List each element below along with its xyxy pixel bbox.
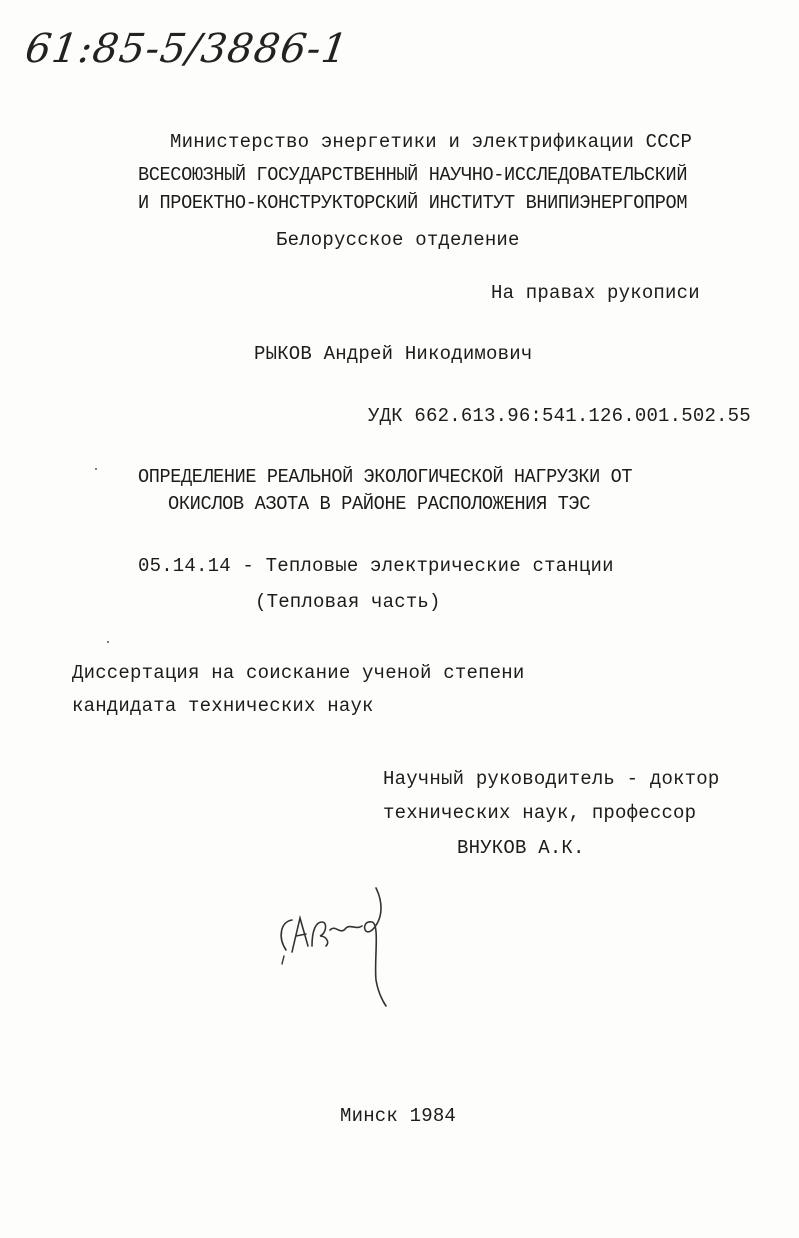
supervisor-line-1: Научный руководитель - доктор bbox=[383, 768, 720, 790]
author-name: РЫКОВ Андрей Никодимович bbox=[254, 343, 533, 365]
ministry-name: Министерство энергетики и электрификации СССР bbox=[170, 131, 693, 153]
institute-name-line-1: ВСЕСОЮЗНЫЙ ГОСУДАРСТВЕННЫЙ НАУЧНО-ИССЛЕДОВАТЕЛЬСКИЙ bbox=[138, 164, 688, 186]
dissertation-line-2: кандидата технических наук bbox=[72, 695, 374, 717]
supervisor-name: ВНУКОВ А.К. bbox=[457, 837, 585, 859]
udc-code: УДК 662.613.96:541.126.001.502.55 bbox=[368, 405, 751, 427]
scan-speck bbox=[95, 468, 97, 470]
specialty-part: (Тепловая часть) bbox=[255, 591, 441, 613]
title-line-2: ОКИСЛОВ АЗОТА В РАЙОНЕ РАСПОЛОЖЕНИЯ ТЭС bbox=[168, 493, 591, 515]
manuscript-note: На правах рукописи bbox=[491, 282, 700, 304]
place-and-year: Минск 1984 bbox=[340, 1105, 457, 1127]
dissertation-line-1: Диссертация на соискание ученой степени bbox=[72, 662, 525, 684]
institute-name-line-2: И ПРОЕКТНО-КОНСТРУКТОРСКИЙ ИНСТИТУТ ВНИПИЭНЕРГОПРОМ bbox=[138, 192, 688, 214]
specialty-code-line: 05.14.14 - Тепловые электрические станции bbox=[138, 555, 614, 577]
handwritten-archive-code bbox=[22, 18, 352, 88]
title-line-1: ОПРЕДЕЛЕНИЕ РЕАЛЬНОЙ ЭКОЛОГИЧЕСКОЙ НАГРУЗКИ ОТ bbox=[138, 466, 633, 488]
scan-speck bbox=[107, 641, 109, 643]
svg-text:61:85-5/3886-1: 61:85-5/3886-1 bbox=[22, 26, 352, 72]
supervisor-line-2: технических наук, профессор bbox=[383, 802, 697, 824]
handwritten-signature bbox=[264, 880, 404, 1010]
branch-name: Белорусское отделение bbox=[276, 229, 520, 251]
